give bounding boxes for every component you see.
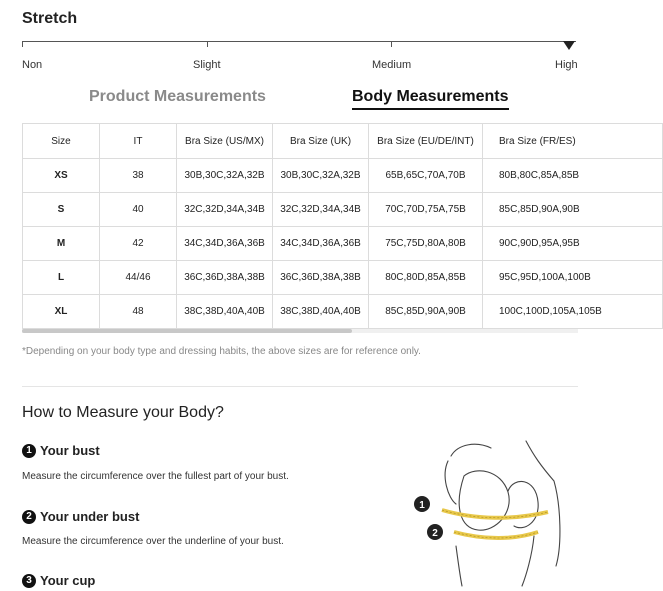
- table-cell: 32C,32D,34A,34B: [273, 193, 369, 227]
- table-cell: 85C,85D,90A,90B: [483, 193, 663, 227]
- table-cell: XL: [23, 295, 100, 329]
- stretch-scale-track: [22, 41, 576, 42]
- torso-sketch-icon: [396, 436, 576, 586]
- step-bust-heading: [22, 443, 100, 458]
- table-row: [23, 261, 663, 295]
- step-number-icon: 3: [22, 574, 36, 588]
- table-header: IT: [100, 124, 177, 159]
- stretch-title: Stretch: [22, 10, 78, 27]
- table-header: Bra Size (US/MX): [177, 124, 273, 159]
- step-description: Measure the circumference over the fullest part of your bust.: [22, 471, 289, 482]
- table-horizontal-scrollbar[interactable]: [22, 329, 578, 333]
- table-cell: 34C,34D,36A,36B: [177, 227, 273, 261]
- table-header: Bra Size (EU/DE/INT): [369, 124, 483, 159]
- table-cell: L: [23, 261, 100, 295]
- how-to-measure-title: How to Measure your Body?: [22, 404, 224, 421]
- table-cell: 90C,90D,95A,95B: [483, 227, 663, 261]
- table-header: Size: [23, 124, 100, 159]
- stretch-tick-medium: [391, 41, 392, 47]
- step-under-bust-heading: [22, 509, 139, 524]
- size-table-container[interactable]: [22, 123, 602, 331]
- stretch-tick-slight: [207, 41, 208, 47]
- body-measurement-illustration: [396, 436, 576, 586]
- size-table: [22, 123, 663, 329]
- table-cell: 44/46: [100, 261, 177, 295]
- table-cell: 48: [100, 295, 177, 329]
- table-cell: 36C,36D,38A,38B: [177, 261, 273, 295]
- tab-product-measurements[interactable]: Product Measurements: [89, 88, 266, 105]
- table-cell: 75C,75D,80A,80B: [369, 227, 483, 261]
- table-cell: 100C,100D,105A,105B: [483, 295, 663, 329]
- table-cell: 95C,95D,100A,100B: [483, 261, 663, 295]
- table-header: Bra Size (FR/ES): [483, 124, 663, 159]
- reference-note: *Depending on your body type and dressing habits, the above sizes are for reference only.: [22, 346, 421, 357]
- table-cell: 36C,36D,38A,38B: [273, 261, 369, 295]
- table-cell: S: [23, 193, 100, 227]
- table-cell: 40: [100, 193, 177, 227]
- stretch-selected-marker-icon: [563, 41, 575, 50]
- table-row: [23, 159, 663, 193]
- table-cell: 85C,85D,90A,90B: [369, 295, 483, 329]
- table-cell: 38C,38D,40A,40B: [273, 295, 369, 329]
- table-cell: 42: [100, 227, 177, 261]
- table-cell: 38C,38D,40A,40B: [177, 295, 273, 329]
- tab-body-measurements[interactable]: Body Measurements: [352, 88, 509, 110]
- stretch-label-high: High: [555, 59, 578, 71]
- stretch-tick-non: [22, 41, 23, 47]
- table-cell: 65B,65C,70A,70B: [369, 159, 483, 193]
- table-cell: 80B,80C,85A,85B: [483, 159, 663, 193]
- step-description: Measure the circumference over the underline of your bust.: [22, 536, 284, 547]
- step-number-icon: 2: [22, 510, 36, 524]
- table-header-row: [23, 124, 663, 159]
- stretch-label-non: Non: [22, 59, 43, 71]
- table-cell: 32C,32D,34A,34B: [177, 193, 273, 227]
- table-row: [23, 193, 663, 227]
- table-row: [23, 295, 663, 329]
- table-cell: XS: [23, 159, 100, 193]
- table-cell: M: [23, 227, 100, 261]
- figure-marker-one: 1: [419, 500, 425, 511]
- figure-marker-two: 2: [432, 528, 438, 539]
- table-cell: 30B,30C,32A,32B: [273, 159, 369, 193]
- table-cell: 34C,34D,36A,36B: [273, 227, 369, 261]
- table-cell: 70C,70D,75A,75B: [369, 193, 483, 227]
- step-title: Your under bust: [40, 509, 140, 524]
- step-cup-heading: [22, 573, 95, 588]
- table-header: Bra Size (UK): [273, 124, 369, 159]
- scrollbar-thumb[interactable]: [22, 329, 352, 333]
- stretch-label-medium: Medium: [372, 59, 412, 71]
- table-cell: 30B,30C,32A,32B: [177, 159, 273, 193]
- table-cell: 38: [100, 159, 177, 193]
- step-title: Your bust: [40, 443, 100, 458]
- stretch-label-slight: Slight: [193, 59, 221, 71]
- step-title: Your cup: [40, 573, 96, 588]
- section-divider: [22, 386, 578, 387]
- table-row: [23, 227, 663, 261]
- step-number-icon: 1: [22, 444, 36, 458]
- table-cell: 80C,80D,85A,85B: [369, 261, 483, 295]
